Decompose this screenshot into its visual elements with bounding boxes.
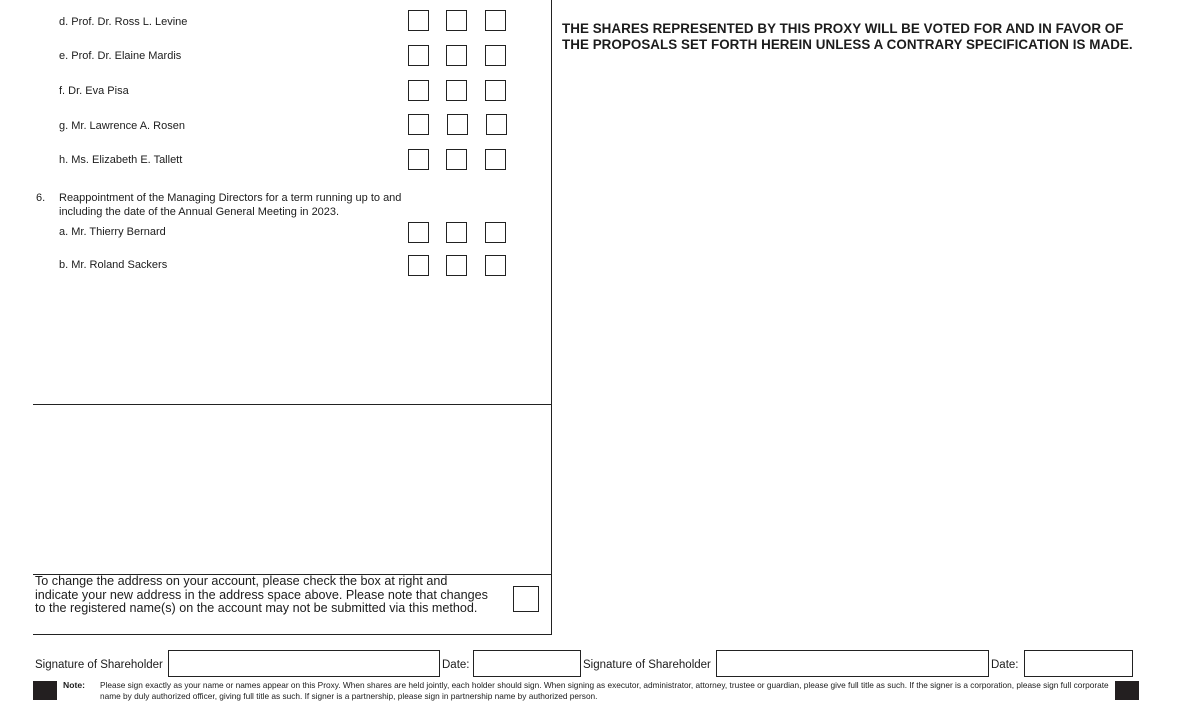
signature-field-2[interactable] [716, 650, 989, 677]
vote-abstain-checkbox-mardis[interactable] [485, 45, 506, 66]
proxy-voting-notice: THE SHARES REPRESENTED BY THIS PROXY WILL BE VOTED FOR AND IN FAVOR OF THE PROPOSALS SET FORTH HEREIN UNLESS A CONTRARY SPECIFICATION IS MADE. [562, 21, 1133, 52]
vote-abstain-checkbox-pisa[interactable] [485, 80, 506, 101]
vote-against-checkbox-sackers[interactable] [446, 255, 467, 276]
vote-abstain-checkbox-sackers[interactable] [485, 255, 506, 276]
director-label-bernard: a. Mr. Thierry Bernard [59, 226, 166, 238]
date-label-2: Date: [991, 659, 1019, 671]
vote-abstain-checkbox-rosen[interactable] [486, 114, 507, 135]
vote-against-checkbox-mardis[interactable] [446, 45, 467, 66]
address-change-instructions: To change the address on your account, please check the box at right and indicate your new address in the address space above. Please note that changes to the registered name(s) on the account may not be submitted via this method. [35, 574, 488, 616]
signature-field-1[interactable] [168, 650, 440, 677]
vote-against-checkbox-bernard[interactable] [446, 222, 467, 243]
vote-for-checkbox-tallett[interactable] [408, 149, 429, 170]
vote-abstain-checkbox-tallett[interactable] [485, 149, 506, 170]
proposal-number: 6. [36, 192, 46, 204]
director-label-levine: d. Prof. Dr. Ross L. Levine [59, 16, 188, 28]
address-change-checkbox[interactable] [513, 586, 539, 612]
vote-against-checkbox-rosen[interactable] [447, 114, 468, 135]
note-label: Note: [63, 680, 85, 690]
vote-against-checkbox-pisa[interactable] [446, 80, 467, 101]
vote-for-checkbox-bernard[interactable] [408, 222, 429, 243]
vote-for-checkbox-mardis[interactable] [408, 45, 429, 66]
proposal-text-line1: Reappointment of the Managing Directors for a term running up to and [59, 192, 402, 204]
vote-for-checkbox-sackers[interactable] [408, 255, 429, 276]
registration-mark-right [1115, 681, 1139, 700]
vote-against-checkbox-levine[interactable] [446, 10, 467, 31]
vote-abstain-checkbox-bernard[interactable] [485, 222, 506, 243]
registration-mark-left [33, 681, 57, 700]
director-label-sackers: b. Mr. Roland Sackers [59, 259, 168, 271]
proposal-text [59, 191, 459, 219]
director-label-rosen: g. Mr. Lawrence A. Rosen [59, 120, 185, 132]
proposal-text-line2: including the date of the Annual General Meeting in 2023. [59, 206, 340, 218]
signature-label-2: Signature of Shareholder [583, 659, 711, 671]
column-divider [551, 0, 552, 635]
section-divider [33, 404, 552, 405]
date-field-2[interactable] [1024, 650, 1133, 677]
director-label-mardis: e. Prof. Dr. Elaine Mardis [59, 50, 182, 62]
vote-for-checkbox-rosen[interactable] [408, 114, 429, 135]
signature-label-1: Signature of Shareholder [35, 659, 163, 671]
vote-for-checkbox-pisa[interactable] [408, 80, 429, 101]
director-label-tallett: h. Ms. Elizabeth E. Tallett [59, 154, 183, 166]
director-label-pisa: f. Dr. Eva Pisa [59, 85, 129, 97]
vote-abstain-checkbox-levine[interactable] [485, 10, 506, 31]
address-box-bottom-border [33, 634, 552, 635]
note-text: Please sign exactly as your name or names appear on this Proxy. When shares are held jointly, each holder should sign. When signing as executor, administrator, attorney, trustee or guardian, please give full title as such. If the signer is a corporation, please sign full corporate name by duly authorized officer, giving full title as such. If signer is a partnership, please sign in partnership name by authorized person. [100, 680, 1109, 701]
date-field-1[interactable] [473, 650, 581, 677]
vote-against-checkbox-tallett[interactable] [446, 149, 467, 170]
date-label-1: Date: [442, 659, 470, 671]
vote-for-checkbox-levine[interactable] [408, 10, 429, 31]
